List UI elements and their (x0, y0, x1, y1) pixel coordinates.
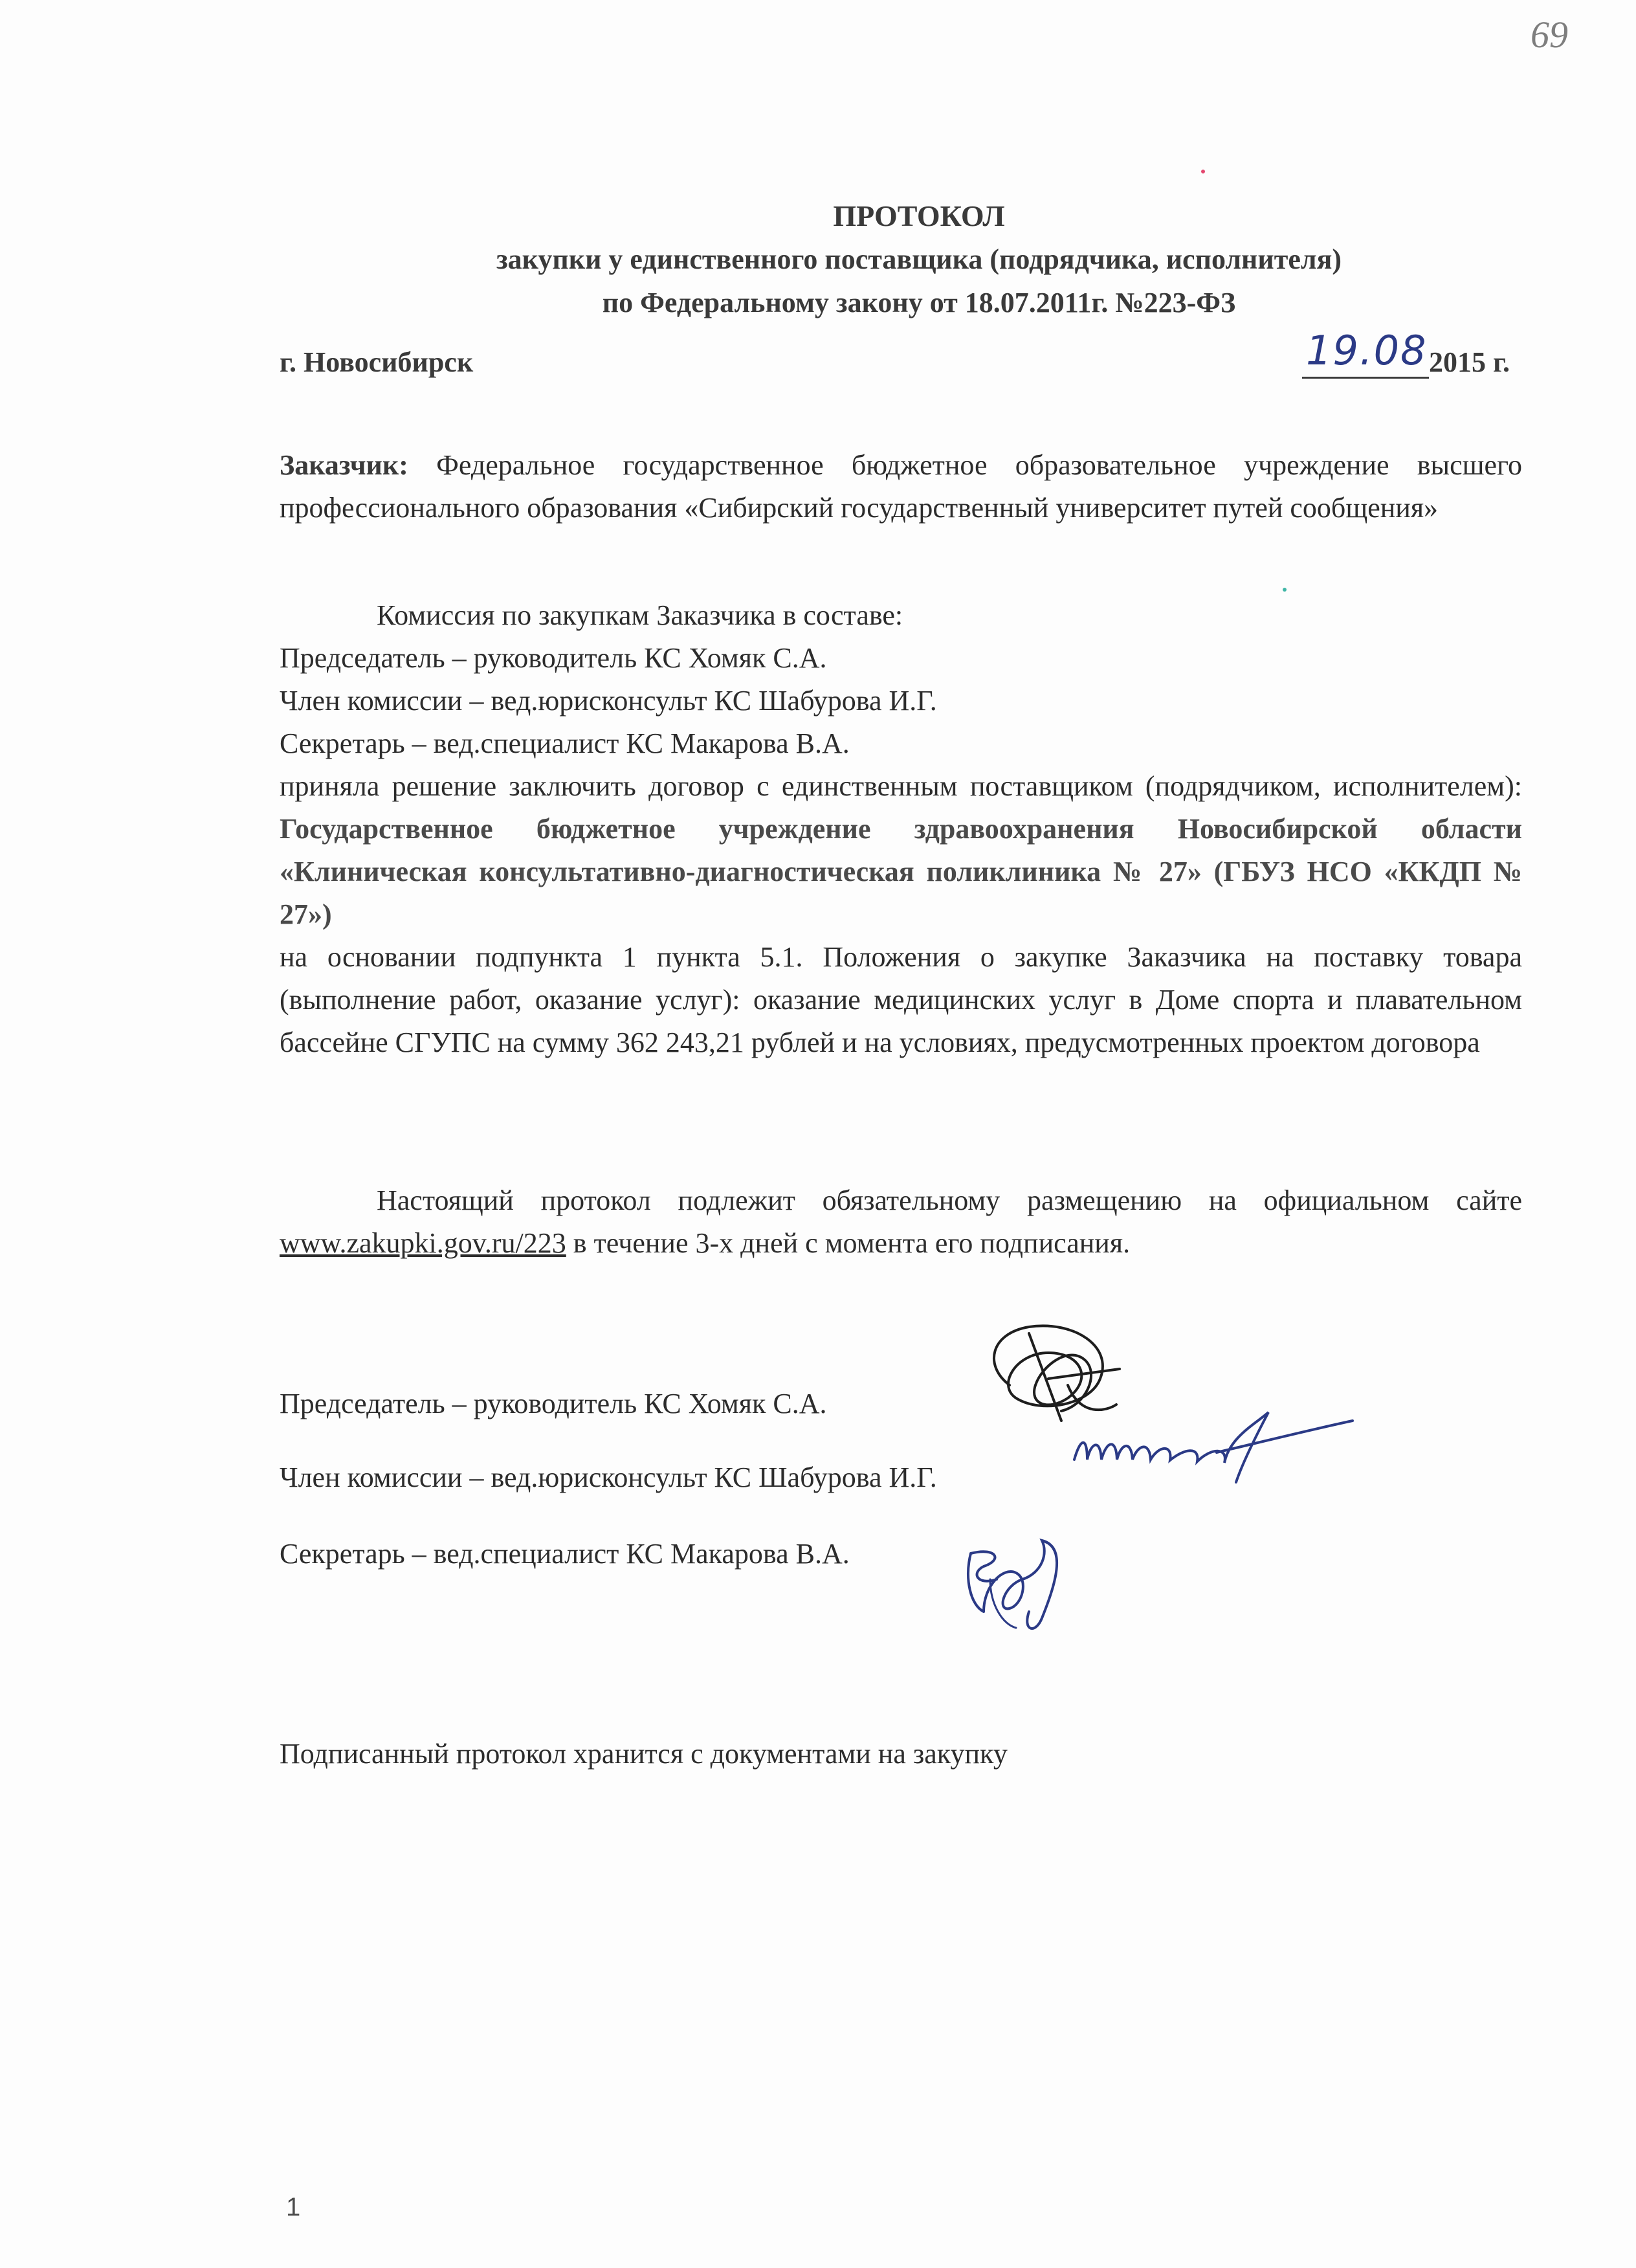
signature-secretary-icon (945, 1515, 1087, 1638)
customer-paragraph (280, 444, 1522, 529)
page-number: 1 (286, 2193, 301, 2221)
handwritten-date: 19.08 (1306, 327, 1428, 374)
notice-paragraph (280, 1179, 1522, 1265)
scan-speck (1283, 588, 1287, 592)
date-year: 2015 г. (1429, 346, 1510, 378)
place-of-issue: г. Новосибирск (280, 346, 474, 378)
title-subject: закупки у единственного поставщика (подрядчика, исполнителя) (496, 243, 1342, 275)
scan-speck (1201, 170, 1205, 173)
zakupki-link[interactable]: www.zakupki.gov.ru/223 (280, 1227, 566, 1259)
commission-paragraph (280, 594, 1522, 1064)
document-title (362, 194, 1476, 324)
signature-line-secretary: Секретарь – вед.специалист КС Макарова В.А. (280, 1538, 850, 1570)
signature-lawyer-icon (1061, 1398, 1359, 1489)
decision-block (280, 765, 1522, 936)
supplier-name: Государственное бюджетное учреждение здравоохранения Новосибирской области «Клиническая консультативно-диагностическая поликлиника № 27» (ГБУЗ НСО «ККДП № 27») (280, 813, 1522, 930)
notice-text-after: в течение 3-х дней с момента его подписания. (566, 1227, 1131, 1259)
decision-text: приняла решение заключить договор с единственным поставщиком (подрядчиком, исполнителем): (280, 770, 1522, 802)
commission-member-secretary: Секретарь – вед.специалист КС Макарова В.А. (280, 728, 850, 759)
basis-text: на основании подпункта 1 пункта 5.1. Положения о закупке Заказчика на поставку товара (выполнение работ, оказание услуг): оказание медицинских услуг в Доме спорта и плавательном бассейне СГУПС на сумму 362 243,21 рублей и на условиях, предусмотренных проектом договора (280, 941, 1522, 1058)
customer-label: Заказчик: (280, 449, 408, 481)
commission-member-lawyer: Член комиссии – вед.юрисконсульт КС Шабурова И.Г. (280, 685, 937, 717)
customer-text: Федеральное государственное бюджетное образовательное учреждение высшего профессионального образования «Сибирский государственный университет путей сообщения» (280, 449, 1523, 524)
commission-intro: Комиссия по закупкам Заказчика в составе: (377, 599, 903, 631)
footer-note: Подписанный протокол хранится с документами на закупку (280, 1738, 1008, 1770)
archive-page-number: 69 (1531, 14, 1568, 56)
title-law: по Федеральному закону от 18.07.2011г. №223-ФЗ (602, 287, 1236, 318)
date-blank (1302, 327, 1429, 379)
title-protocol: ПРОТОКОЛ (833, 199, 1005, 232)
signature-line-chair: Председатель – руководитель КС Хомяк С.А. (280, 1388, 827, 1419)
document-date (1302, 327, 1510, 379)
notice-text: Настоящий протокол подлежит обязательному размещению на официальном сайте (377, 1184, 1522, 1216)
signature-line-lawyer: Член комиссии – вед.юрисконсульт КС Шабурова И.Г. (280, 1462, 937, 1493)
commission-member-chair: Председатель – руководитель КС Хомяк С.А. (280, 642, 827, 674)
